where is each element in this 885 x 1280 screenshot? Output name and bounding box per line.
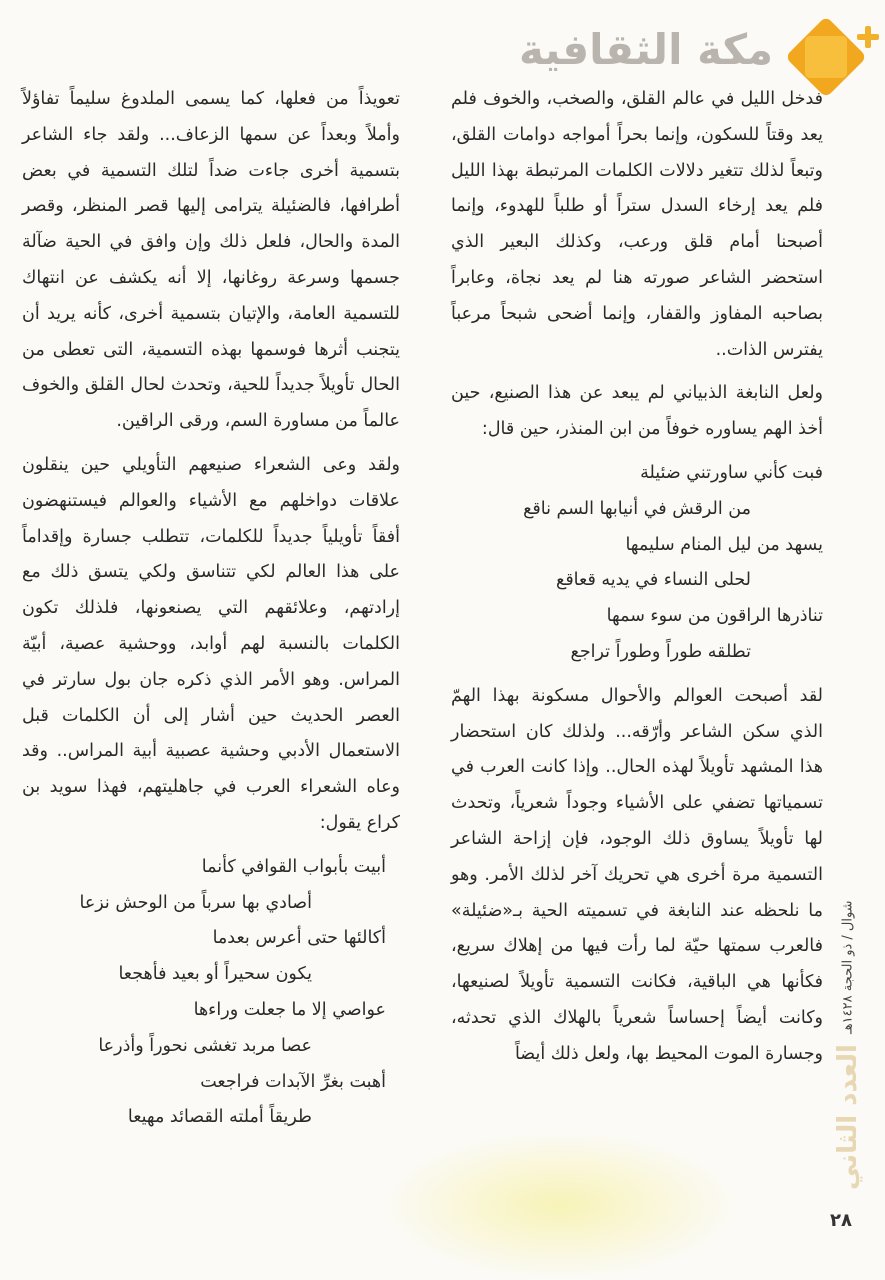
- poem-verse: طريقاً أملته القصائد مهيعا: [127, 1107, 312, 1128]
- poem-verse: يسهد من ليل المنام سليمها: [625, 534, 823, 555]
- paragraph: تعويذاً من فعلها، كما يسمى الملدوغ سليماً تفاؤلاً وأملاً وبعداً عن سمها الزعاف... ولقد جاء الشاعر بتسمية أخرى جاءت ضداً لتلك التسمية في بعض أطرافها، فالضئيلة يترامى إليها قصر المنظر، وقصر المدة والحال، فلعل ذلك وإن وافق في الحية ضآلة جسمها وسرعة روغانها، إلا أنه يكشف عن انتهاك للتسمية العامة، والإتيان بتسمية أخرى، كأنه يريد أن يتجنب أثرها فوسمها بهذه التسمية، التى تعطى من الحال تأويلاً جديداً للحية، وتحدث لحال القلق والخوف عالماً من مساورة السم، ورقى الراقين.: [22, 89, 400, 432]
- paragraph: ولعل النابغة الذبياني لم يبعد عن هذا الصنيع، حين أخذ الهم يساوره خوفاً من ابن المنذر، حين قال:: [451, 383, 823, 440]
- plus-icon: [857, 26, 879, 48]
- logo-inner-icon: [805, 36, 847, 78]
- paragraph-spacer: [451, 448, 823, 456]
- poem-verse: أصادي بها سرباً من الوحش نزعا: [79, 892, 312, 913]
- poem-verse: تطلقه طوراً وطوراً تراجع: [570, 641, 751, 662]
- paragraph: ولقد وعى الشعراء صنيعهم التأويلي حين ينقلون علاقات دواخلهم مع الأشياء والعوالم فيستنهضون أفقاً تأويلياً جديداً للكلمات، تتطلب جسارة وإقداماً على هذا العالم لكي تتناسق ولكي يتسق ذلك مع إرادتهم، وعلائقهم التي يصنعونها، فلذلك تكون الكلمات بالنسبة لهم أوابد، ووحشية عصية، أبيّة المراس. وهو الأمر الذي ذكره جان بول سارتر في العصر الحديث حين أشار إلى أن الكلمات قبل الاستعمال الأدبي وحشية عصبية أبية المراس.. وقد وعاه الشعراء العرب في جاهليتهم، فهذا سويد بن كراع يقول:: [22, 454, 400, 833]
- poem-verse: فبت كأني ساورتني ضئيلة: [640, 462, 823, 483]
- poem-verse: عصا مربد تغشى نحوراً وأذرعا: [98, 1035, 312, 1056]
- issue-label: العدد الثاني: [833, 1044, 863, 1190]
- poem-verse: عواصي إلا ما جعلت وراءها: [193, 999, 386, 1020]
- article-column-right: [451, 82, 823, 1073]
- issue-sidebar: [833, 900, 863, 1190]
- paragraph-spacer: [22, 440, 400, 448]
- paragraph: فدخل الليل في عالم القلق، والصخب، والخوف فلم يعد وقتاً للسكون، وإنما بحراً أمواجه دوامات القلق، وتبعاً لذلك تتغير دلالات الكلمات المرتبطة بهذا الليل فلم يعد إرخاء السدل ستراً أو طلباً للهدوء، وإنما أصبحنا أمام قلق ورعب، وكذلك البعير الذي استحضر الشاعر صورته هنا لم يعد نجاة، وعابراً بصاحبه المفاوز والقفار، وإنما أضحى شبحاً مرعباً يفترس الذات..: [451, 89, 823, 360]
- paragraph: لقد أصبحت العوالم والأحوال مسكونة بهذا الهمّ الذي سكن الشاعر وأرّقه... ولذلك كان استحضار هذا المشهد تأويلاً لهذه الحال.. وإذا كانت العرب في تسمياتها تضفي على الأشياء وجوداً شعرياً، وتحدث لها تأويلاً يساوق ذلك الوجود، فإن إزاحة الشاعر التسمية مرة أخرى هي تحريك آخر لذلك الأمر. وهو ما نلحظه عند النابغة في تسميته الحية بـ«ضئيلة» فالعرب سمتها حيّة لما رأت فيها من إهلاك سريع، فكأنها هي الباقية، فكانت التسمية تأويلاً لصنيعها، وكانت أيضاً إحساساً شعرياً بالهلاك الذي تحدثه، وجسارة الموت المحيط بها، ولعل ذلك أيضاً: [451, 685, 823, 1064]
- issue-date: شوال / ذو الحجة ١٤٢٨هـ: [840, 900, 856, 1035]
- poem-verse: يكون سحيراً أو بعيد فأهجعا: [118, 964, 312, 985]
- poem-verse: أبيت بأبواب القوافي كأنما: [201, 856, 386, 877]
- magazine-section-title: مكة الثقافية: [519, 25, 773, 74]
- background-glow: [380, 1130, 740, 1280]
- poem-verse: أهبت بغرِّ الآبدات فراجعت: [200, 1071, 386, 1092]
- poem-verse: أكالئها حتى أعرس بعدما: [212, 928, 386, 949]
- page-number: ٢٨: [830, 1210, 852, 1231]
- poem-verse: لحلى النساء في يديه قعاقع: [556, 570, 751, 591]
- article-column-left: [22, 82, 400, 1136]
- poem-verse: من الرقش في أنيابها السم ناقع: [523, 498, 751, 519]
- paragraph-spacer: [451, 368, 823, 376]
- paragraph-spacer: [22, 842, 400, 850]
- poem-verse: تناذرها الراقون من سوء سمها: [606, 606, 823, 627]
- paragraph-spacer: [451, 671, 823, 679]
